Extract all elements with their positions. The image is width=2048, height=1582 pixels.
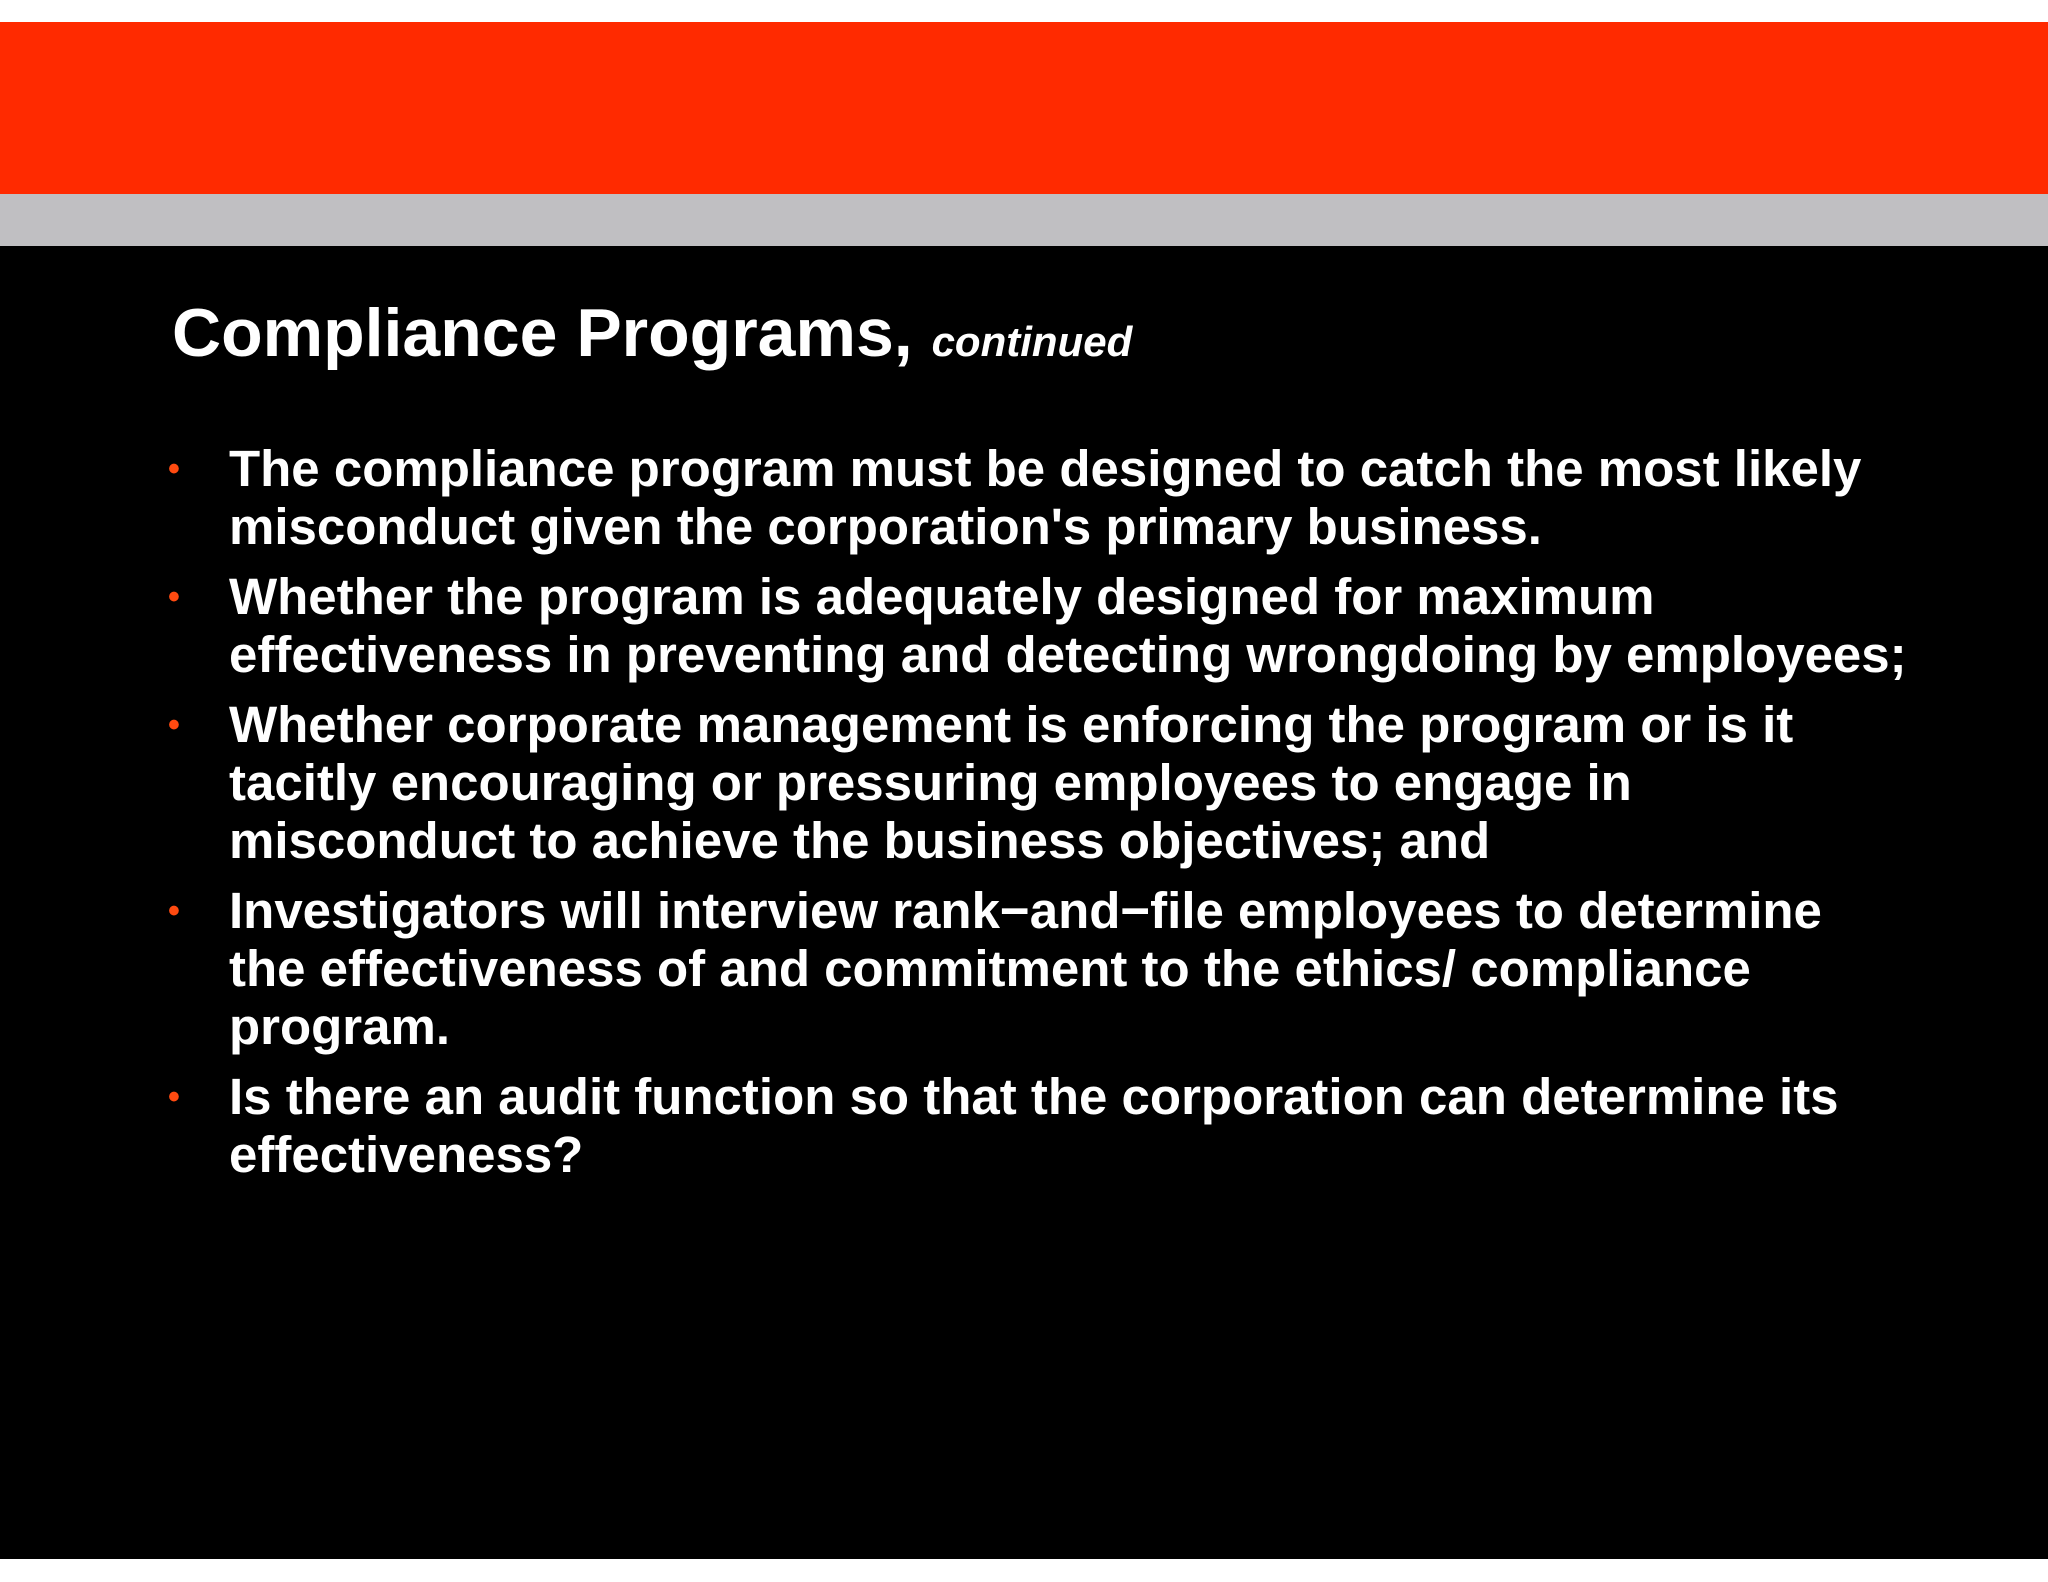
- bullet-text: Whether corporate management is enforcing the program or is it tacitly encouraging or pressuring employees to engage in misconduct to achieve the business objectives; and: [229, 696, 1794, 869]
- slide-title-text: Compliance Programs,: [172, 295, 913, 371]
- bullet-dot-icon: •: [168, 450, 180, 488]
- bullet-text: Investigators will interview rank−and−file employees to determine the effectiveness of and commitment to the ethics/ compliance program.: [229, 882, 1822, 1055]
- bullet-dot-icon: •: [168, 1078, 180, 1116]
- bullet-dot-icon: •: [168, 892, 180, 930]
- bullet-list: [168, 440, 1908, 1196]
- bullet-item: [168, 440, 1908, 556]
- bullet-dot-icon: •: [168, 578, 180, 616]
- header-gray-band: [0, 194, 2048, 246]
- slide-subtitle: continued: [931, 318, 1133, 365]
- header-red-band: [0, 22, 2048, 194]
- bullet-item: [168, 568, 1908, 684]
- top-margin: [0, 0, 2048, 22]
- bullet-item: [168, 882, 1908, 1056]
- bullet-item: [168, 1068, 1908, 1184]
- bullet-text: Is there an audit function so that the corporation can determine its effectiveness?: [229, 1068, 1839, 1183]
- bullet-text: Whether the program is adequately designed for maximum effectiveness in preventing and detecting wrongdoing by employees;: [229, 568, 1907, 683]
- bullet-dot-icon: •: [168, 706, 180, 744]
- bullet-text: The compliance program must be designed to catch the most likely misconduct given the corporation's primary business.: [229, 440, 1862, 555]
- slide-title: [172, 296, 1132, 371]
- bullet-item: [168, 696, 1908, 870]
